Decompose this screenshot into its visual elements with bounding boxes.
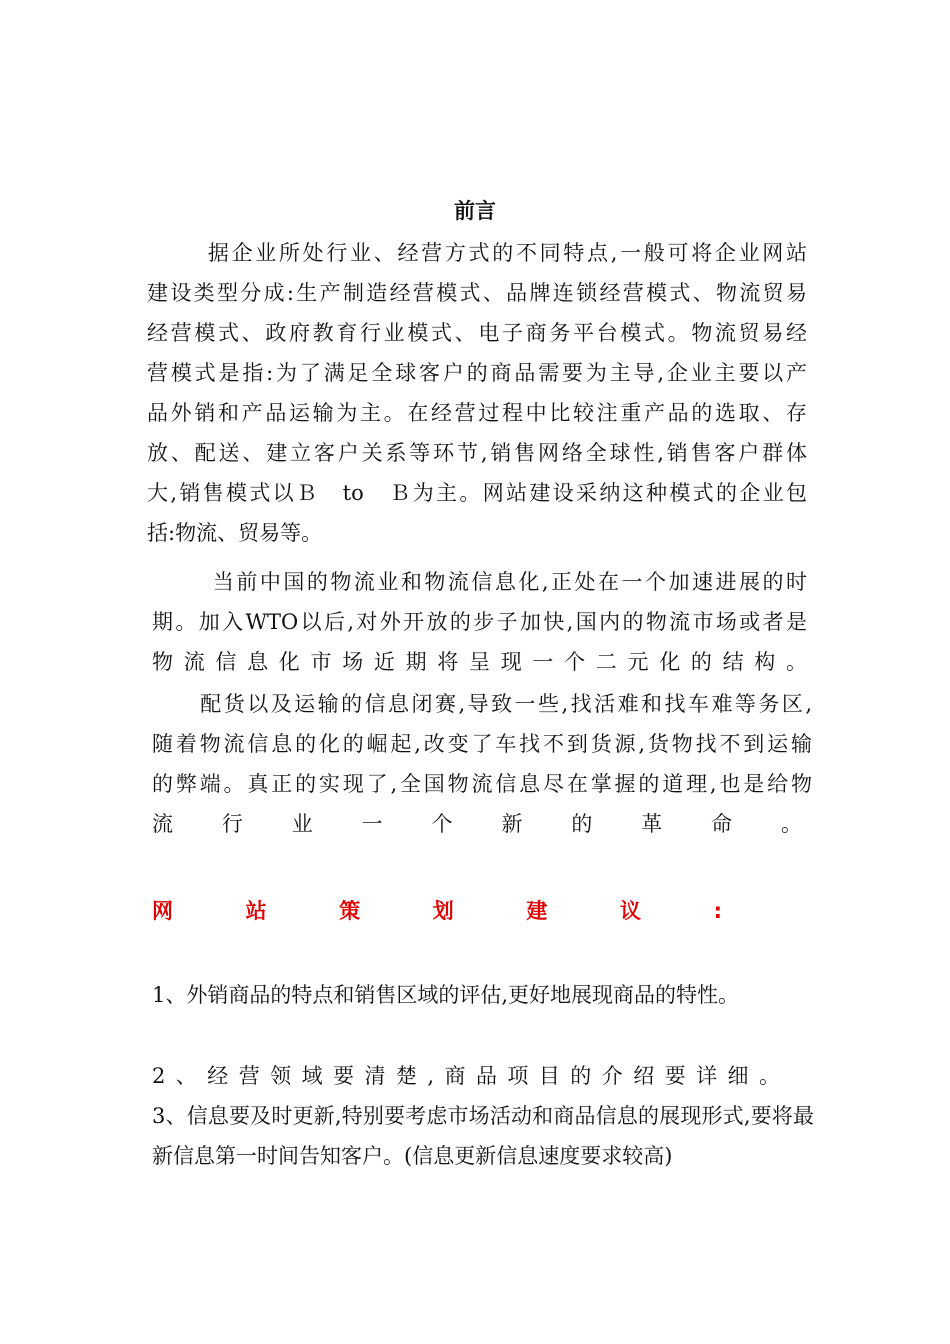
paragraph-line: 经营模式、政府教育行业模式、电子商务平台模式。物流贸易经	[147, 321, 807, 345]
paragraph-line: 大,销售模式以Ｂ to Ｂ为主。网站建设采纳这种模式的企业包	[147, 481, 807, 505]
list-item: 3、信息要及时更新,特别要考虑市场活动和商品信息的展现形式,要将最新信息第一时间告知客户。(信息更新信息速度要求较高)	[152, 1104, 814, 1168]
paragraph-line: 配货以及运输的信息闭赛,导致一些,找活难和找车难等务区,	[200, 692, 812, 716]
paragraph-line: 期。加入WTO以后,对外开放的步子加快,国内的物流市场或者是	[152, 610, 807, 634]
paragraph-line: 流行业一个新的革命。	[152, 812, 802, 836]
paragraph-line: 放、配送、建立客户关系等环节,销售网络全球性,销售客户群体	[147, 441, 807, 465]
paragraph-logistics-info	[152, 684, 812, 844]
paragraph-line: 建设类型分成:生产制造经营模式、品牌连锁经营模式、物流贸易	[147, 281, 807, 305]
paragraph-line: 物流信息化市场近期将呈现一个二元化的结构。	[152, 650, 807, 674]
paragraph-line: 品外销和产品运输为主。在经营过程中比较注重产品的选取、存	[147, 401, 807, 425]
paragraph-line: 随着物流信息的化的崛起,改变了车找不到货源,货物找不到运输	[152, 732, 812, 756]
paragraph-line: 括:物流、贸易等。	[147, 521, 323, 545]
paragraph-intro	[147, 233, 807, 553]
paragraph-line: 的弊端。真正的实现了,全国物流信息尽在掌握的道理,也是给物	[152, 772, 812, 796]
paragraph-line: 营模式是指:为了满足全球客户的商品需要为主导,企业主要以产	[147, 361, 807, 385]
list-item: 2、经营领域要清楚,商品项目的介绍要详细。	[152, 1064, 780, 1088]
paragraph-logistics-status	[152, 562, 807, 682]
list-item: 1、外销商品的特点和销售区域的评估,更好地展现商品的特性。	[152, 983, 740, 1007]
page-title: 前言	[454, 199, 496, 223]
paragraph-line: 当前中国的物流业和物流信息化,正处在一个加速进展的时	[212, 570, 807, 594]
section-heading-suggestions: 网站策划建议:	[152, 899, 722, 923]
paragraph-line: 据企业所处行业、经营方式的不同特点,一般可将企业网站	[207, 241, 807, 265]
